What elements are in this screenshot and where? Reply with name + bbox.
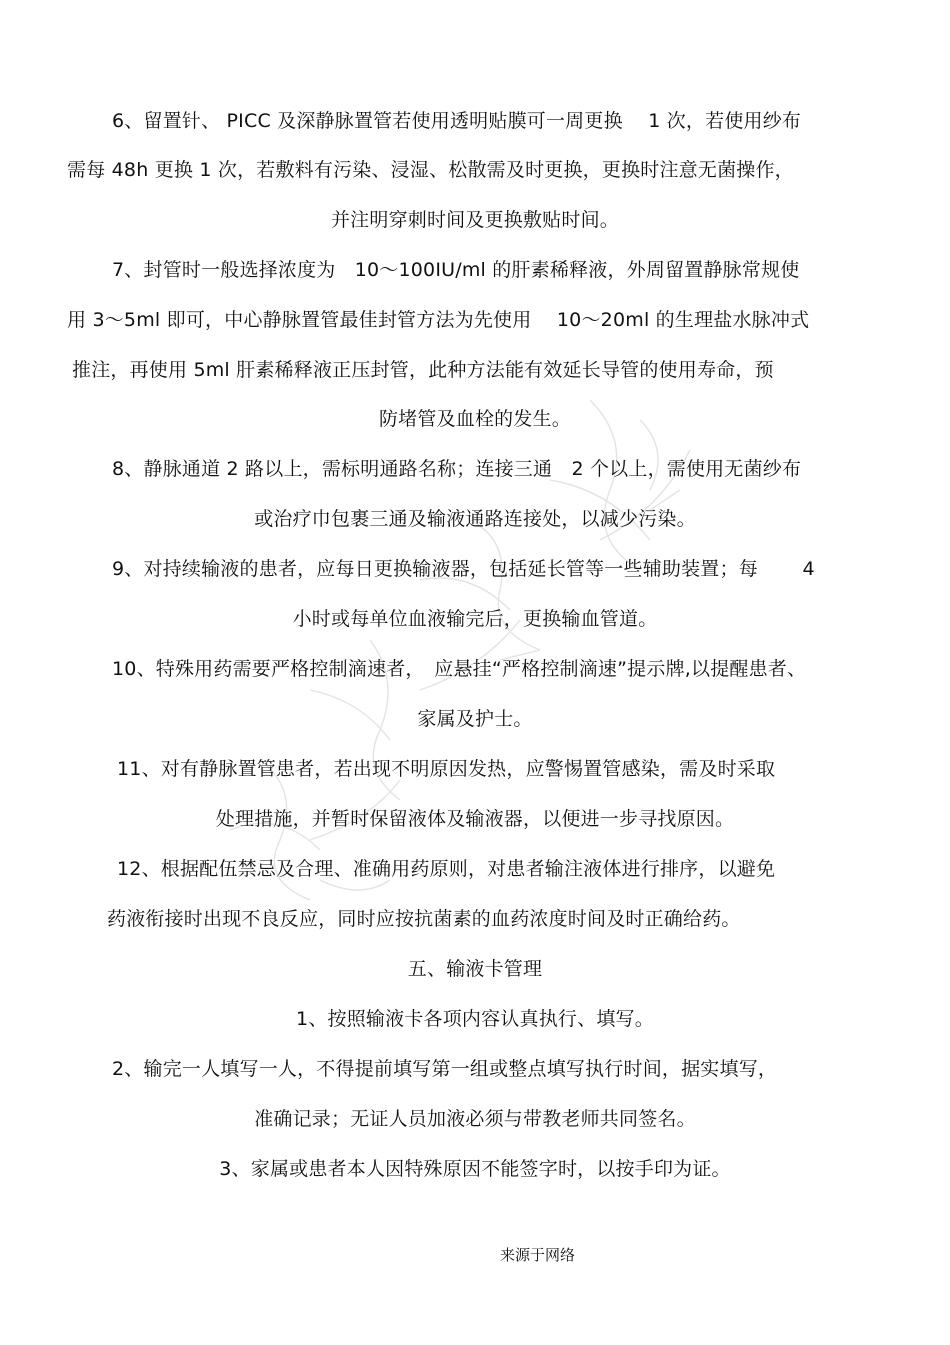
paragraph-line-s3: 3、家属或患者本人因特殊原因不能签字时，以按手印为证。 (219, 1158, 731, 1180)
paragraph-line-6b: 需每 48h 更换 1 次，若敷料有污染、浸湿、松散需及时更换，更换时注意无菌操作， (67, 159, 794, 181)
paragraph-line-9b: 小时或每单位血液输完后，更换输血管道。 (292, 608, 658, 630)
paragraph-line-9a: 9、对持续输液的患者，应每日更换输液器，包括延长管等一些辅助装置；每 4 (112, 558, 815, 580)
paragraph-line-s2b: 准确记录；无证人员加液必须与带教老师共同签名。 (254, 1108, 696, 1130)
paragraph-line-11a: 11、对有静脉置管患者，若出现不明原因发热，应警惕置管感染，需及时采取 (117, 758, 776, 780)
paragraph-line-7d: 防堵管及血栓的发生。 (378, 408, 571, 430)
paragraph-line-8a: 8、静脉通道 2 路以上，需标明通路名称；连接三通 2 个以上，需使用无菌纱布 (112, 458, 802, 480)
paragraph-line-7c: 推注，再使用 5ml 肝素稀释液正压封管，此种方法能有效延长导管的使用寿命，预 (72, 359, 774, 381)
paragraph-line-6a: 6、留置针、 PICC 及深静脉置管若使用透明贴膜可一周更换 1 次，若使用纱布 (112, 110, 802, 132)
paragraph-line-8b: 或治疗巾包裹三通及输液通路连接处，以减少污染。 (254, 508, 696, 530)
paragraph-line-7a: 7、封管时一般选择浓度为 10～100IU/ml 的肝素稀释液，外周留置静脉常规使 (112, 259, 800, 281)
paragraph-line-s1: 1、按照输液卡各项内容认真执行、填写。 (296, 1008, 654, 1030)
paragraph-line-10b: 家属及护士。 (417, 708, 533, 730)
paragraph-line-7b: 用 3～5ml 即可，中心静脉置管最佳封管方法为先使用 10～20ml 的生理盐水脉冲式 (67, 309, 810, 331)
paragraph-line-12a: 12、根据配伍禁忌及合理、准确用药原则，对患者输注液体进行排序，以避免 (117, 858, 776, 880)
paragraph-line-s2a: 2、输完一人填写一人，不得提前填写第一组或整点填写执行时间，据实填写， (112, 1058, 778, 1080)
paragraph-line-6c: 并注明穿刺时间及更换敷贴时间。 (330, 209, 619, 231)
paragraph-line-10a: 10、特殊用药需要严格控制滴速者， 应悬挂“严格控制滴速”提示牌,以提醒患者、 (112, 658, 807, 680)
section-heading: 五、输液卡管理 (407, 958, 543, 980)
page-footer: 来源于网络 (500, 1246, 576, 1264)
paragraph-line-11b: 处理措施，并暂时保留液体及输液器，以便进一步寻找原因。 (215, 808, 735, 830)
paragraph-line-12b: 药液衔接时出现不良反应，同时应按抗菌素的血药浓度时间及时正确给药。 (107, 908, 741, 930)
